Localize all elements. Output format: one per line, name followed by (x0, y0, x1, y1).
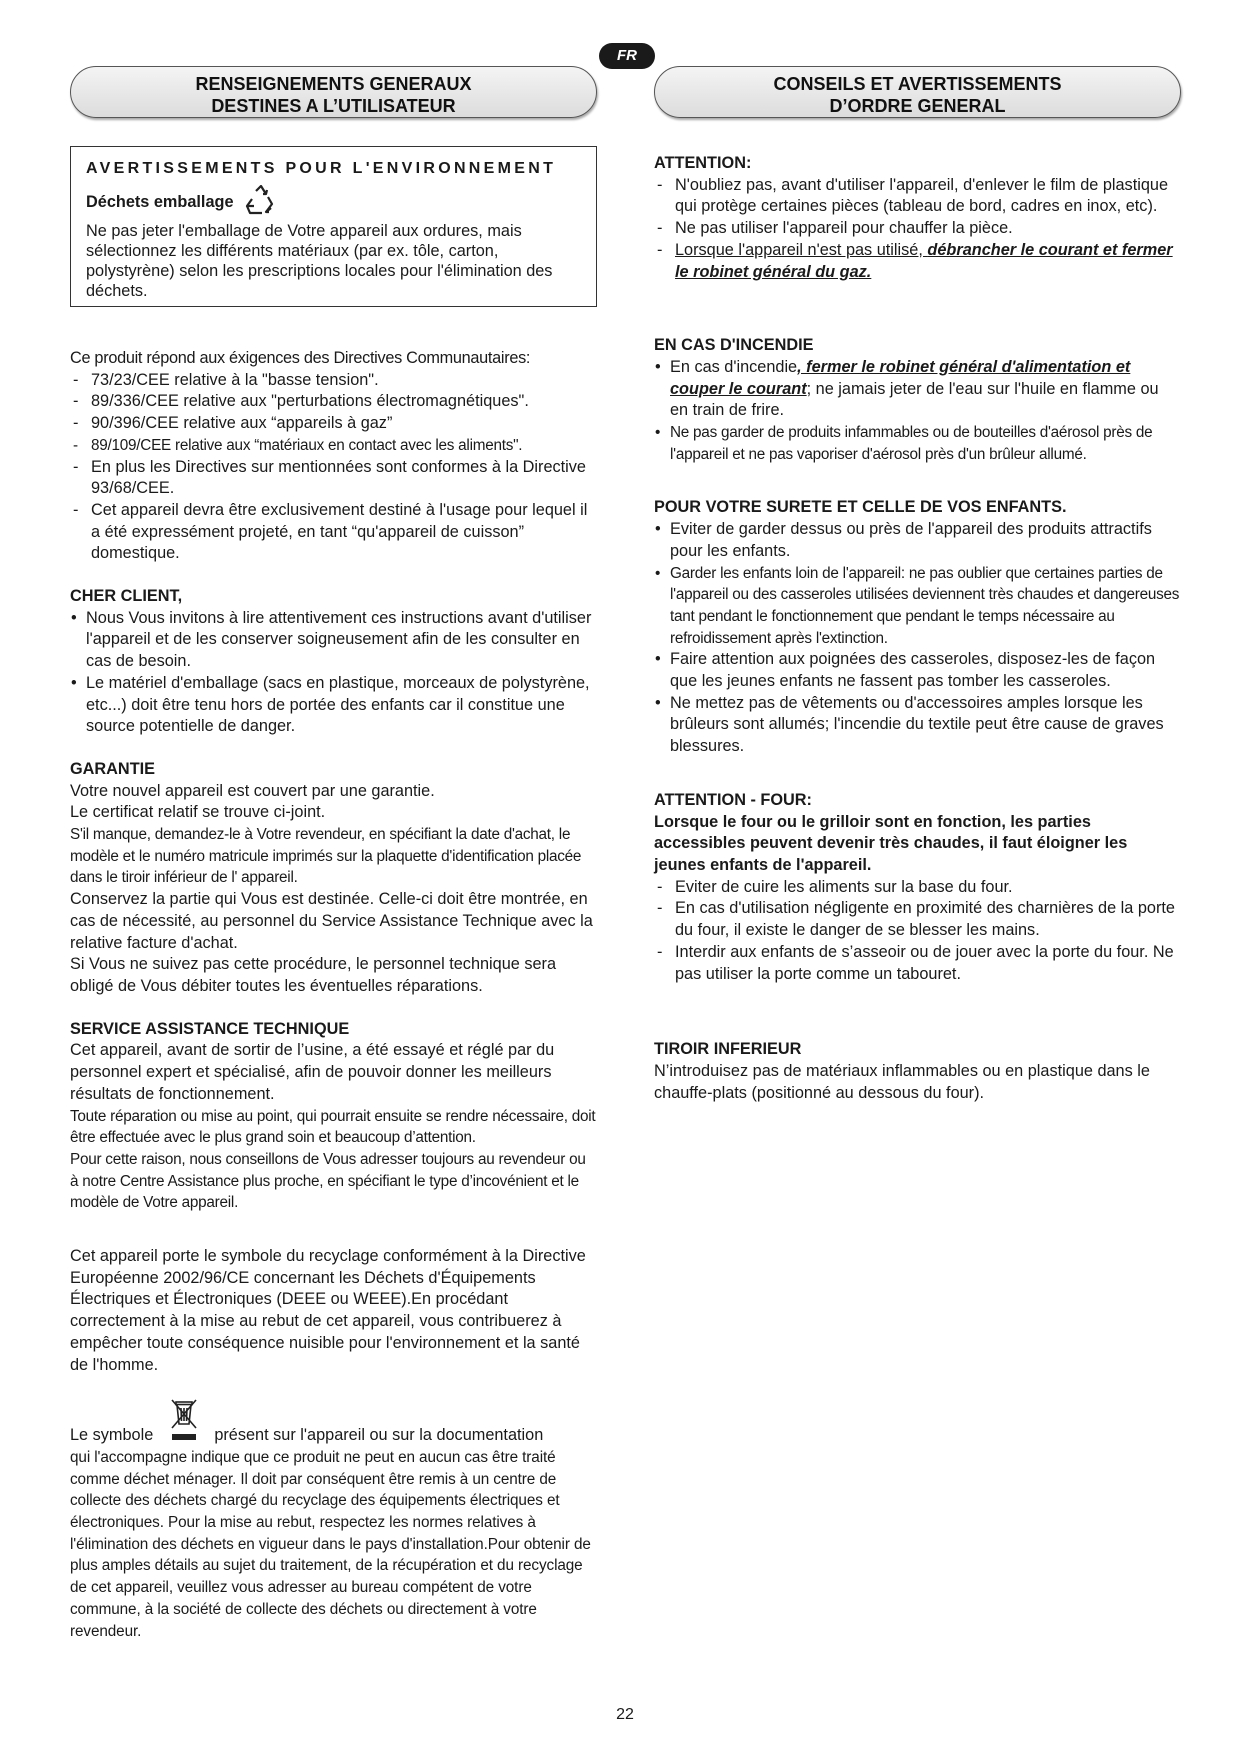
four-item: - En cas d'utilisation négligente en proximité des charnières de la porte du four, il existe le danger de se blesser les mains. (657, 899, 1175, 940)
four-item: - Eviter de cuire les aliments sur la base du four. (657, 877, 1013, 896)
environment-subtitle-row (86, 185, 582, 215)
page-number: 22 (616, 1706, 634, 1723)
incendie-item: • Ne pas garder de produits infammables ou de bouteilles d'aérosol près de l'appareil et ne pas vaporiser d'aérosol près d'un brûleur allumé. (655, 424, 1153, 463)
incendie-heading: EN CAS D'INCENDIE (654, 336, 814, 355)
cher-client-item: • Le matériel d'emballage (sacs en plastique, morceaux de polystyrène, etc...) doit être tenu hors de portée des enfants car il constitue une source potentielle de danger. (71, 673, 590, 736)
directive-item: - 89/336/CEE relative aux "perturbations électromagnétiques". (73, 392, 529, 411)
service-heading: SERVICE ASSISTANCE TECHNIQUE (70, 1019, 350, 1038)
directive-item: - Cet appareil devra être exclusivement destiné à l'usage pour lequel il a été expressément projeté, en tant “qu'appareil de cuisson” domestique. (73, 500, 588, 563)
surete-heading: POUR VOTRE SURETE ET CELLE DE VOS ENFANTS. (654, 498, 1067, 517)
service-line: Cet appareil, avant de sortir de l’usine, a été essayé et réglé par du personnel expert et spécialisé, afin de pouvoir donner les meilleurs résultats de fonctionnement. (70, 1041, 555, 1103)
service-line: Pour cette raison, nous conseillons de Vous adresser toujours au revendeur ou à notre Centre Assistance plus proche, en spécifiant le type d’incovénient et le modèle de Votre appareil. (70, 1150, 586, 1212)
directive-item: - 73/23/CEE relative à la "basse tension". (73, 370, 379, 389)
cher-client-item: • Nous Vous invitons à lire attentivement ces instructions avant d'utiliser l'appareil et de les conserver soigneusement afin de les consulter en cas de besoin. (71, 608, 592, 671)
weee-symbol-line (70, 1396, 597, 1447)
attention-heading: ATTENTION: (654, 154, 752, 172)
surete-item: • Garder les enfants loin de l'appareil: ne pas oublier que certaines parties de l'appareil ou des casseroles utilisées deviennent très chaudes et dangereuses tant pendant le fonctionnement que pendant le temps nécessaire au refroidissement après l'extinction. (655, 564, 1180, 647)
garantie-line: Votre nouvel appareil est couvert par une garantie. (70, 781, 435, 800)
weee-symbol-after: présent sur l'appareil ou sur la documentation (214, 1426, 544, 1445)
weee-symbol-before: Le symbole (70, 1426, 154, 1445)
left-column (70, 348, 597, 1642)
directives-intro: Ce produit répond aux éxigences des Directives Communautaires: (70, 349, 531, 367)
directive-item: - 90/396/CEE relative aux “appareils à gaz” (73, 414, 393, 433)
crossed-bin-icon (164, 1396, 204, 1446)
garantie-line: Conservez la partie qui Vous est destinée. Celle-ci doit être montrée, en cas de nécessité, au personnel du Service Assistance Technique avec la relative facture d'achat. (70, 890, 593, 952)
tiroir-heading: TIROIR INFERIEUR (654, 1040, 802, 1059)
surete-item: • Faire attention aux poignées des casseroles, disposez-les de façon que les jeunes enfants ne fassent pas tomber les casseroles. (655, 650, 1156, 691)
attention-item: - Ne pas utiliser l'appareil pour chauffer la pièce. (657, 219, 1013, 238)
header-left (70, 66, 597, 118)
service-line: Toute réparation ou mise au point, qui pourrait ensuite se rendre nécessaire, doit être effectuée avec le plus grand soin et beaucoup d’attention. (70, 1107, 596, 1147)
attention-item: - N'oubliez pas, avant d'utiliser l'appareil, d'enlever le film de plastique qui protège certaines pièces (tableau de bord, cadres en inox, etc). (657, 175, 1169, 216)
recycle-icon (242, 185, 280, 215)
surete-item: • Eviter de garder dessus ou près de l'appareil des produits attractifs pour les enfants. (655, 520, 1152, 560)
surete-item: • Ne mettez pas de vêtements ou d'accessoires amples lorsque les brûleurs sont allumés; l'incendie du textile peut être cause de graves blessures. (655, 693, 1164, 756)
attention-item: - Lorsque l'appareil n'est pas utilisé, débrancher le courant et fermer le robinet général du gaz. (657, 240, 1173, 281)
garantie-heading: GARANTIE (70, 759, 156, 778)
garantie-line: Le certificat relatif se trouve ci-joint. (70, 803, 326, 822)
garantie-line: Si Vous ne suivez pas cette procédure, le personnel technique sera obligé de Vous débiter toutes les éventuelles réparations. (70, 955, 557, 995)
environment-title: AVERTISSEMENTS POUR L'ENVIRONNEMENT (86, 160, 557, 177)
header-right-line1: CONSEILS ET AVERTISSEMENTS (773, 74, 1062, 94)
cher-client-heading: CHER CLIENT, (70, 587, 183, 606)
header-left-line2: DESTINES A L’UTILISATEUR (211, 96, 456, 116)
language-badge: FR (599, 43, 655, 69)
weee-paragraph: qui l'accompagne indique que ce produit ne peut en aucun cas être traité comme déchet ménager. Il doit par conséquent être remis à un centre de collecte des déchets chargé du recyclage des équipements électriques et électroniques. Pour la mise au rebut, respectez les normes relatives à l'élimination des déchets en vigueur dans le pays d'installation.Pour obtenir de plus amples détails au sujet du traitement, de la récupération et du recyclage de cet appareil, veuillez vous adresser au bureau compétent de votre commune, à la société de collecte des déchets ou directement à votre revendeur. (70, 1448, 591, 1640)
right-column (654, 153, 1181, 1104)
four-heading: ATTENTION - FOUR: (654, 790, 812, 809)
environment-text: Ne pas jeter l'emballage de Votre appareil aux ordures, mais sélectionnez les différents matériaux (par ex. tôle, carton, polystyrène) selon les prescriptions locales pour l'élimination des déchets. (86, 222, 553, 300)
garantie-line: S'il manque, demandez-le à Votre revendeur, en spécifiant la date d'achat, le modèle et le numéro matricule imprimés sur la plaquette d'identification placée dans le tiroir inférieur de l' appareil. (70, 826, 582, 887)
four-item: - Interdir aux enfants de s’asseoir ou de jouer avec la porte du four. Ne pas utiliser la porte comme un tabouret. (657, 942, 1174, 983)
header-right-line2: D’ORDRE GENERAL (829, 96, 1006, 116)
directive-item: - En plus les Directives sur mentionnées sont conformes à la Directive 93/68/CEE. (73, 457, 586, 498)
tiroir-text: N’introduisez pas de matériaux inflammables ou en plastique dans le chauffe-plats (positionné au dessous du four). (654, 1061, 1150, 1102)
four-warning: Lorsque le four ou le grilloir sont en fonction, les parties accessibles peuvent devenir très chaudes, il faut éloigner les jeunes enfants de l'appareil. (654, 812, 1128, 874)
header-right (654, 66, 1181, 118)
directive-item: - 89/109/CEE relative aux “matériaux en contact avec les aliments". (73, 436, 523, 454)
environment-subtitle: Déchets emballage (86, 193, 234, 211)
environment-box (70, 146, 597, 307)
recycling-paragraph: Cet appareil porte le symbole du recyclage conformément à la Directive Européenne 2002/96/CE concernant les Déchets d'Équipements Électriques et Électroniques (DEEE ou WEEE).En procédant correctement à la mise au rebut de cet appareil, vous contribuerez à empêcher toute conséquence nuisible pour l'environnement et la santé de l'homme. (70, 1247, 586, 1374)
header-left-line1: RENSEIGNEMENTS GENERAUX (195, 74, 472, 94)
incendie-item: • En cas d'incendie, fermer le robinet général d'alimentation et couper le courant; ne jamais jeter de l'eau sur l'huile en flamme ou en train de frire. (655, 357, 1159, 420)
